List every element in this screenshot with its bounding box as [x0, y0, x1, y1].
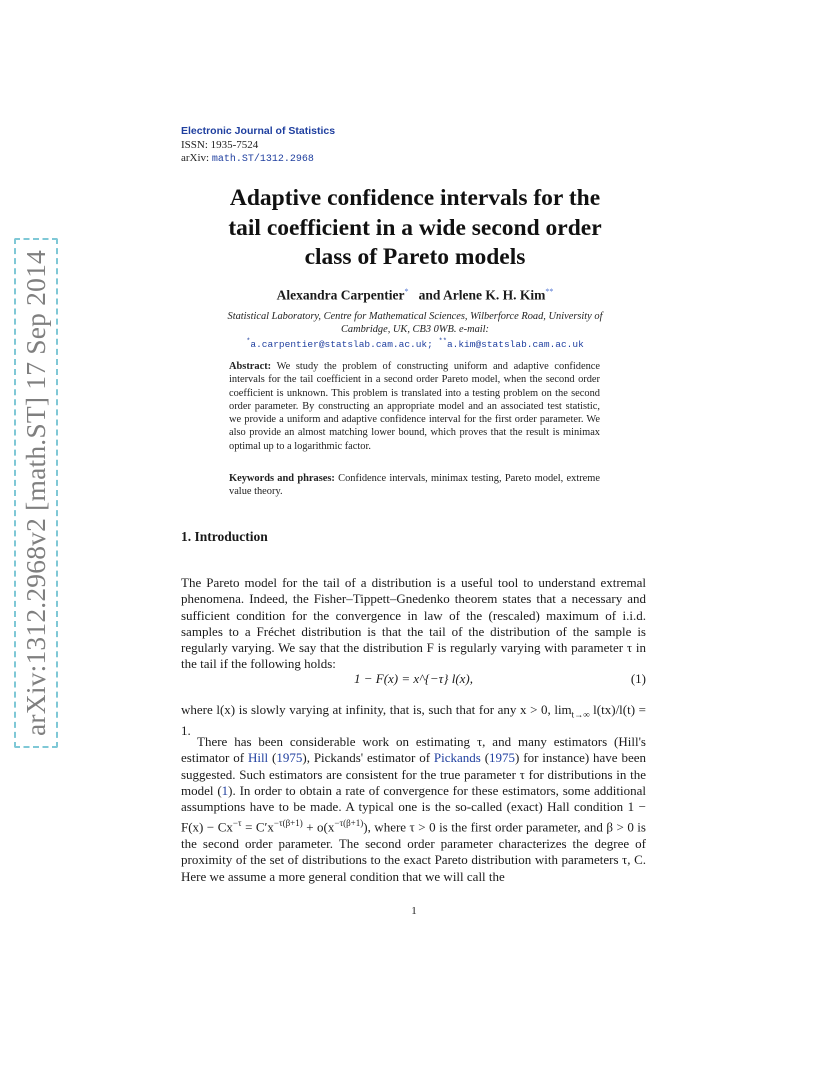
sup-tau: −τ	[232, 818, 242, 829]
cite-pickands-year-link[interactable]: 1975	[489, 750, 516, 766]
para2-text-b: l(tx)/l(t) = 1.	[181, 702, 646, 738]
affiliation-line-2: Cambridge, UK, CB3 0WB. e-mail:	[340, 324, 490, 335]
journal-header	[181, 125, 335, 167]
keywords-label: Keywords and phrases:	[229, 473, 335, 484]
author-connector: and	[418, 287, 441, 303]
abstract	[229, 360, 600, 453]
page-number: 1	[411, 905, 417, 917]
author-2: Arlene K. H. Kim	[443, 287, 546, 303]
email-mark-1: *	[246, 338, 251, 346]
equation-ref-link[interactable]: 1	[221, 782, 229, 798]
sup-tau-beta: −τ(β+1)	[273, 818, 303, 829]
author-list	[160, 287, 670, 304]
journal-arxiv	[181, 152, 335, 167]
email-2-link[interactable]: a.kim@statslab.cam.ac.uk	[446, 339, 584, 351]
journal-issn: ISSN: 1935-7524	[181, 138, 259, 151]
affiliation	[180, 310, 650, 351]
arxiv-label: arXiv:	[181, 152, 210, 164]
abstract-label: Abstract:	[229, 361, 272, 372]
paper-title	[160, 184, 670, 273]
para3-text-d: ). In order to obtain a rate of convergence for these estimators, some additional assumptions have to be made. A typical one is the so-called (exact) Hall condition 1 − F(x) − Cx	[181, 782, 647, 835]
equation-1-number: (1)	[630, 671, 646, 686]
intro-paragraph-3: There has been considerable work on estimating τ, and many estimators (Hill's estimator of Hill (1975), Pickands' estimator of Pickands (1975) for instance) have been suggested. Such estimators are consistent for the true parameter τ for distributions in the model (1). In order to obtain a rate of convergence for these estimators, some additional assumptions have to be made. A typical one is the so-called (exact) Hall condition $1 - F(x) - Cx^{-\tau} = C'x^{-\tau(\beta+1)} + o(x^{-\tau(\beta+1)})$, where τ > 0 is the first order parameter, and β > 0 is the second order parameter. The second order parameter characterizes the degree of proximity of the set of distributions to the exact Pareto distribution with parameters τ, C. Here we assume a more general condition that we will call the	[181, 734, 647, 884]
title-line-2: tail coefficient in a wide second order	[228, 214, 602, 241]
para2-limit-subscript: t→∞	[571, 709, 590, 720]
title-line-1: Adaptive confidence intervals for the	[229, 185, 601, 211]
keywords	[229, 472, 600, 499]
para3-text-f: + o(x	[302, 819, 335, 835]
author-2-mark[interactable]: **	[545, 287, 554, 296]
title-line-3: class of Pareto models	[304, 244, 526, 270]
arxiv-side-label: arXiv:1312.2968v2 [math.ST] 17 Sep 2014	[20, 250, 51, 736]
email-1-link[interactable]: a.carpentier@statslab.cam.ac.uk;	[250, 339, 433, 351]
cite-pickands-link[interactable]: Pickands	[433, 750, 481, 766]
equation-1	[181, 671, 646, 689]
para3-text-e: = C′x	[241, 819, 274, 835]
affiliation-line-1: Statistical Laboratory, Centre for Mathematical Sciences, Wilberforce Road, University of	[227, 311, 603, 322]
sup-tau-beta-2: −τ(β+1)	[334, 818, 364, 829]
para2-text-a: where l(x) is slowly varying at infinity, that is, such that for any x > 0, lim	[181, 702, 572, 717]
journal-name[interactable]: Electronic Journal of Statistics	[181, 125, 336, 137]
email-mark-2: **	[438, 338, 447, 346]
para3-text-g: ), where τ > 0 is the first order parameter, and β > 0 is the second order parameter. The second order parameter characterizes the degree of proximity of the set of distributions to the exact Pareto distribution with parameters τ, C. Here we assume a more general condition that we will call the	[181, 819, 646, 884]
abstract-text: We study the problem of constructing uniform and adaptive confidence intervals for the tail coefficient in a second order Pareto model, when the second order coefficient is unknown. This problem is translated into a testing problem on the second order parameter. By constructing an appropriate model and an associated test statistic, we provide a uniform and adaptive confidence interval for the first order parameter. We also provide an almost matching lower bound, which proves that the result is minimax optimal up to a logarithmic factor.	[229, 361, 600, 452]
equation-1-body: 1 − F(x) = x^{−τ} l(x),	[353, 671, 474, 686]
cite-hill-year-link[interactable]: 1975	[276, 750, 303, 766]
arxiv-id-link[interactable]: math.ST/1312.2968	[211, 154, 314, 165]
intro-paragraph-1: The Pareto model for the tail of a distribution is a useful tool to understand extremal phenomena. Indeed, the Fisher–Tippett–Gnedenko theorem states that a necessary and sufficient condition for the convergence in law of the (rescaled) maximum of i.i.d. samples to a Fréchet distribution is that the tail of the distribution of the sample is regularly varying. We say that the distribution F is regularly varying with parameter τ in the tail if the following holds:	[181, 575, 646, 672]
cite-hill-link[interactable]: Hill	[247, 750, 269, 766]
keywords-text: Confidence intervals, minimax testing, Pareto model, extreme value theory.	[229, 473, 600, 498]
para3-text-c: ) for instance) have been suggested. Such estimators are consistent for the true parameter τ for distributions in the model (	[181, 750, 646, 798]
email-line	[180, 336, 650, 351]
para3-text-b: ), Pickands' estimator of	[302, 750, 434, 766]
author-1-mark[interactable]: *	[404, 287, 409, 296]
section-heading: 1. Introduction	[181, 529, 268, 544]
author-1: Alexandra Carpentier	[276, 287, 405, 303]
para3-text-a: There has been considerable work on estimating τ, and many estimators (Hill's estimator of	[181, 734, 646, 766]
